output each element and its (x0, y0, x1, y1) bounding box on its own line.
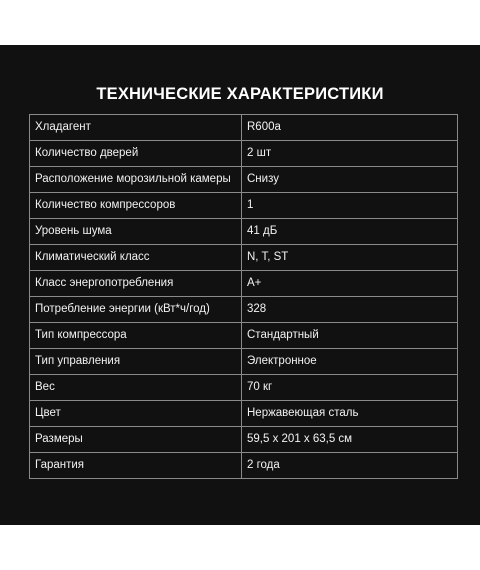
spec-label: Класс энергопотребления (30, 271, 242, 297)
table-row (30, 219, 458, 245)
spec-label: Потребление энергии (кВт*ч/год) (30, 297, 242, 323)
spec-label: Гарантия (30, 453, 242, 479)
spec-label: Количество компрессоров (30, 193, 242, 219)
table-row (30, 401, 458, 427)
spec-label: Расположение морозильной камеры (30, 167, 242, 193)
spec-value: Электронное (242, 349, 458, 375)
table-row (30, 115, 458, 141)
spec-label: Количество дверей (30, 141, 242, 167)
table-row (30, 375, 458, 401)
spec-value: Снизу (242, 167, 458, 193)
spec-value: Стандартный (242, 323, 458, 349)
table-row (30, 193, 458, 219)
spec-value: 41 дБ (242, 219, 458, 245)
spec-label: Тип управления (30, 349, 242, 375)
spec-label: Цвет (30, 401, 242, 427)
spec-value: 1 (242, 193, 458, 219)
table-row (30, 453, 458, 479)
spec-label: Климатический класс (30, 245, 242, 271)
table-row (30, 245, 458, 271)
spec-value: 2 года (242, 453, 458, 479)
spec-label: Тип компрессора (30, 323, 242, 349)
spec-label: Уровень шума (30, 219, 242, 245)
spec-value: 59,5 x 201 x 63,5 см (242, 427, 458, 453)
table-row (30, 167, 458, 193)
table-row (30, 427, 458, 453)
spec-value: 70 кг (242, 375, 458, 401)
table-row (30, 271, 458, 297)
table-row (30, 297, 458, 323)
page-title: ТЕХНИЧЕСКИЕ ХАРАКТЕРИСТИКИ (96, 85, 384, 103)
spec-label: Вес (30, 375, 242, 401)
spec-value: A+ (242, 271, 458, 297)
spec-value: 328 (242, 297, 458, 323)
table-row (30, 141, 458, 167)
spec-value: R600a (242, 115, 458, 141)
spec-label: Хладагент (30, 115, 242, 141)
spec-value: 2 шт (242, 141, 458, 167)
table-row (30, 349, 458, 375)
spec-label: Размеры (30, 427, 242, 453)
spec-table-body (30, 115, 458, 479)
spec-table (29, 114, 458, 479)
spec-value: Нержавеющая сталь (242, 401, 458, 427)
table-row (30, 323, 458, 349)
spec-value: N, T, ST (242, 245, 458, 271)
